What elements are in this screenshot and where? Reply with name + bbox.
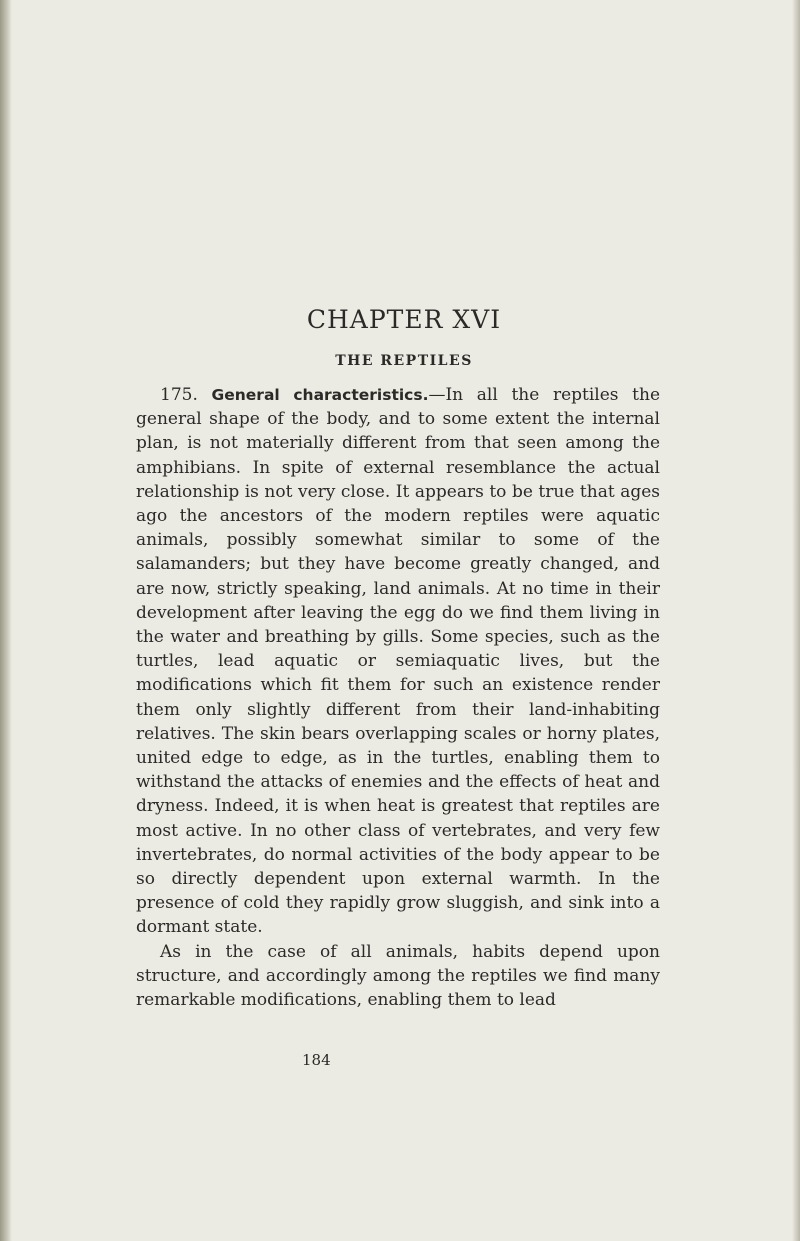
paragraph-text: —In all the reptiles the general shape of the body, and to some extent the internal plan, is not materially different from that seen among the amphibians. In spite of external resemblance the actual relationship is not very close. It appears to be true that ages ago the ancestors of the modern reptiles were aquatic animals, possibly somewhat similar to some of the salamanders; but they have become greatly changed, and are now, strictly speaking, land animals. At no time in their development after leaving the egg do we find them living in the water and breathing by gills. Some species, such as the turtles, lead aquatic or semiaquatic lives, but the modifications which fit them for such an existence render them only slightly different from their land-inhabiting relatives. The skin bears overlapping scales or horny plates, united edge to edge, as in the turtles, enabling them to withstand the attacks of enemies and the effects of heat and dryness. Indeed, it is when heat is greatest that reptiles are most active. In no other class of vertebrates, and very few invertebrates, do normal activities of the body appear to be so directly dependent upon external warmth. In the presence of cold they rapidly grow sluggish, and sink into a dormant state. (136, 385, 660, 938)
page-number: 184 (302, 1051, 331, 1069)
paragraph-175 (136, 383, 660, 940)
page-content (136, 305, 660, 1069)
page-edge-shadow (792, 0, 800, 1241)
paragraph-habits: As in the case of all animals, habits depend upon structure, and accordingly among the reptiles we find many remarkable modifications, enabling them to lead (136, 941, 660, 1011)
page-binding-shadow (0, 0, 12, 1241)
paragraph-number: 175. (160, 385, 198, 405)
chapter-title: CHAPTER XVI (306, 305, 502, 334)
section-title: THE REPTILES (335, 353, 473, 369)
paragraph-heading: General characteristics. (211, 386, 429, 404)
